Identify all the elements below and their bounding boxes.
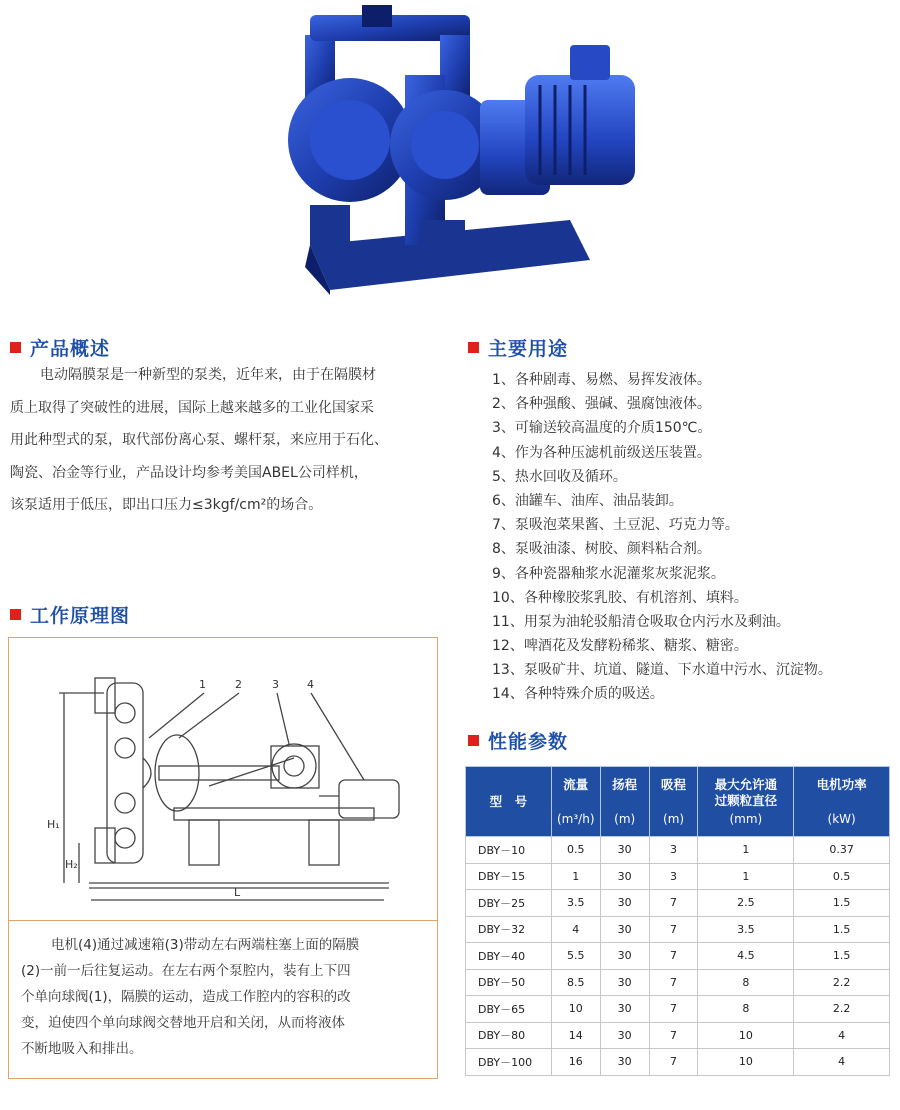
overview-paragraph bbox=[10, 362, 450, 525]
cell-particle-size: 10 bbox=[698, 1022, 794, 1049]
table-header-row bbox=[466, 767, 890, 837]
performance-table-body bbox=[466, 837, 890, 1076]
overview-line: 用此种型式的泵，取代部份离心泵、螺杆泵，来应用于石化、 bbox=[10, 432, 388, 448]
cell-suction: 7 bbox=[649, 996, 698, 1023]
cell-motor-power: 1.5 bbox=[794, 890, 890, 917]
list-item: 3、可输送较高温度的介质150℃。 bbox=[492, 420, 712, 437]
principle-line: 个单向球阀(1)，隔膜的运动，造成工作腔内的容积的改 bbox=[21, 989, 351, 1005]
cell-flow: 8.5 bbox=[551, 969, 600, 996]
pump-product-image bbox=[270, 5, 650, 295]
overview-line: 陶瓷、冶金等行业，产品设计均参考美国ABEL公司样机， bbox=[10, 464, 368, 481]
column-header-motor-power: 电机功率 (kW) bbox=[794, 767, 890, 837]
column-header-particle-size: 最大允许通过颗粒直径 (mm) bbox=[698, 767, 794, 837]
cell-model: DBY－10 bbox=[466, 837, 552, 864]
cell-head: 30 bbox=[600, 916, 649, 943]
dimension-h2: H₂ bbox=[65, 858, 78, 871]
red-square-bullet-icon bbox=[468, 735, 479, 746]
cell-suction: 7 bbox=[649, 916, 698, 943]
performance-heading bbox=[468, 726, 568, 754]
table-row bbox=[466, 1049, 890, 1076]
cell-model: DBY－32 bbox=[466, 916, 552, 943]
cell-motor-power: 1.5 bbox=[794, 943, 890, 970]
column-header-flow: 流量 (m³/h) bbox=[551, 767, 600, 837]
cell-head: 30 bbox=[600, 837, 649, 864]
cell-head: 30 bbox=[600, 1022, 649, 1049]
table-row bbox=[466, 837, 890, 864]
table-row bbox=[466, 996, 890, 1023]
cell-head: 30 bbox=[600, 996, 649, 1023]
list-item: 12、啤酒花及发酵粉稀浆、糖浆、糖密。 bbox=[492, 638, 748, 655]
cell-suction: 7 bbox=[649, 1049, 698, 1076]
cell-particle-size: 8 bbox=[698, 996, 794, 1023]
cell-motor-power: 1.5 bbox=[794, 916, 890, 943]
principle-line: (2)一前一后往复运动。在左右两个泵腔内，装有上下四 bbox=[21, 963, 351, 979]
column-header-suction: 吸程 (m) bbox=[649, 767, 698, 837]
cell-particle-size: 10 bbox=[698, 1049, 794, 1076]
overview-line: 该泵适用于低压，即出口压力≤3kgf/cm²的场合。 bbox=[10, 497, 323, 513]
cell-flow: 10 bbox=[551, 996, 600, 1023]
uses-list bbox=[492, 370, 897, 709]
cell-particle-size: 1 bbox=[698, 863, 794, 890]
cell-motor-power: 0.37 bbox=[794, 837, 890, 864]
cell-particle-size: 8 bbox=[698, 969, 794, 996]
callout-1: 1 bbox=[199, 678, 206, 691]
cell-motor-power: 4 bbox=[794, 1049, 890, 1076]
uses-title: 主要用途 bbox=[488, 337, 569, 360]
overview-heading bbox=[10, 333, 110, 361]
overview-line: 质上取得了突破性的进展，国际上越来越多的工业化国家采 bbox=[10, 399, 374, 416]
principle-paragraph bbox=[21, 934, 431, 1064]
cell-head: 30 bbox=[600, 969, 649, 996]
cell-flow: 3.5 bbox=[551, 890, 600, 917]
cell-motor-power: 2.2 bbox=[794, 969, 890, 996]
table-row bbox=[466, 916, 890, 943]
callout-2: 2 bbox=[235, 678, 242, 691]
cell-suction: 7 bbox=[649, 969, 698, 996]
list-item: 10、各种橡胶浆乳胶、有机溶剂、填料。 bbox=[492, 589, 748, 606]
cell-particle-size: 4.5 bbox=[698, 943, 794, 970]
cell-flow: 16 bbox=[551, 1049, 600, 1076]
principle-line: 变，迫使四个单向球阀交替地开启和关闭，从而将液体 bbox=[21, 1015, 345, 1031]
callout-3: 3 bbox=[272, 678, 279, 691]
uses-heading bbox=[468, 333, 568, 361]
red-square-bullet-icon bbox=[468, 342, 479, 353]
cell-flow: 0.5 bbox=[551, 837, 600, 864]
cell-motor-power: 4 bbox=[794, 1022, 890, 1049]
table-row bbox=[466, 863, 890, 890]
cell-head: 30 bbox=[600, 863, 649, 890]
callout-4: 4 bbox=[307, 678, 314, 691]
list-item: 5、热水回收及循环。 bbox=[492, 468, 627, 485]
cell-motor-power: 0.5 bbox=[794, 863, 890, 890]
list-item: 4、作为各种压滤机前级送压装置。 bbox=[492, 444, 711, 461]
cell-flow: 14 bbox=[551, 1022, 600, 1049]
cell-flow: 1 bbox=[551, 863, 600, 890]
list-item: 8、泵吸油漆、树胶、颜料粘合剂。 bbox=[492, 541, 711, 558]
list-item: 2、各种强酸、强碱、强腐蚀液体。 bbox=[492, 396, 711, 413]
overview-title: 产品概述 bbox=[30, 337, 111, 360]
cell-flow: 4 bbox=[551, 916, 600, 943]
red-square-bullet-icon bbox=[10, 342, 21, 353]
cell-head: 30 bbox=[600, 943, 649, 970]
cell-head: 30 bbox=[600, 1049, 649, 1076]
list-item: 13、泵吸矿井、坑道、隧道、下水道中污水、沉淀物。 bbox=[492, 662, 832, 679]
cell-model: DBY－25 bbox=[466, 890, 552, 917]
table-row bbox=[466, 969, 890, 996]
cell-suction: 7 bbox=[649, 943, 698, 970]
cell-particle-size: 3.5 bbox=[698, 916, 794, 943]
cell-model: DBY－100 bbox=[466, 1049, 552, 1076]
principle-title: 工作原理图 bbox=[30, 604, 131, 627]
column-header-head: 扬程 (m) bbox=[600, 767, 649, 837]
cell-suction: 7 bbox=[649, 890, 698, 917]
table-row bbox=[466, 890, 890, 917]
table-row bbox=[466, 1022, 890, 1049]
cell-suction: 3 bbox=[649, 863, 698, 890]
cell-suction: 3 bbox=[649, 837, 698, 864]
cell-model: DBY－65 bbox=[466, 996, 552, 1023]
principle-line: 不断地吸入和排出。 bbox=[21, 1041, 143, 1057]
dimension-h1: H₁ bbox=[47, 818, 60, 831]
cell-particle-size: 1 bbox=[698, 837, 794, 864]
overview-line: 电动隔膜泵是一种新型的泵类，近年来，由于在隔膜材 bbox=[40, 367, 376, 383]
list-item: 14、各种特殊介质的吸送。 bbox=[492, 686, 664, 703]
cell-model: DBY－50 bbox=[466, 969, 552, 996]
dimension-l: L bbox=[234, 886, 241, 899]
cell-flow: 5.5 bbox=[551, 943, 600, 970]
performance-title: 性能参数 bbox=[488, 730, 569, 753]
principle-box bbox=[8, 637, 438, 1079]
cell-model: DBY－40 bbox=[466, 943, 552, 970]
principle-line: 电机(4)通过减速箱(3)带动左右两端柱塞上面的隔膜 bbox=[51, 937, 360, 953]
cell-model: DBY－80 bbox=[466, 1022, 552, 1049]
red-square-bullet-icon bbox=[10, 609, 21, 620]
performance-table bbox=[465, 766, 890, 1076]
list-item: 11、用泵为油轮驳船清仓吸取仓内污水及剩油。 bbox=[492, 613, 790, 630]
working-principle-diagram bbox=[9, 638, 437, 921]
cell-particle-size: 2.5 bbox=[698, 890, 794, 917]
column-header-model: 型 号 bbox=[466, 767, 552, 837]
cell-suction: 7 bbox=[649, 1022, 698, 1049]
list-item: 6、油罐车、油库、油品装卸。 bbox=[492, 492, 683, 509]
list-item: 9、各种瓷器釉浆水泥灌浆灰浆泥浆。 bbox=[492, 565, 725, 582]
table-row bbox=[466, 943, 890, 970]
list-item: 1、各种剧毒、易燃、易挥发液体。 bbox=[492, 372, 711, 388]
list-item: 7、泵吸泡菜果酱、土豆泥、巧克力等。 bbox=[492, 517, 739, 534]
cell-head: 30 bbox=[600, 890, 649, 917]
cell-model: DBY－15 bbox=[466, 863, 552, 890]
cell-motor-power: 2.2 bbox=[794, 996, 890, 1023]
principle-heading bbox=[10, 600, 130, 628]
